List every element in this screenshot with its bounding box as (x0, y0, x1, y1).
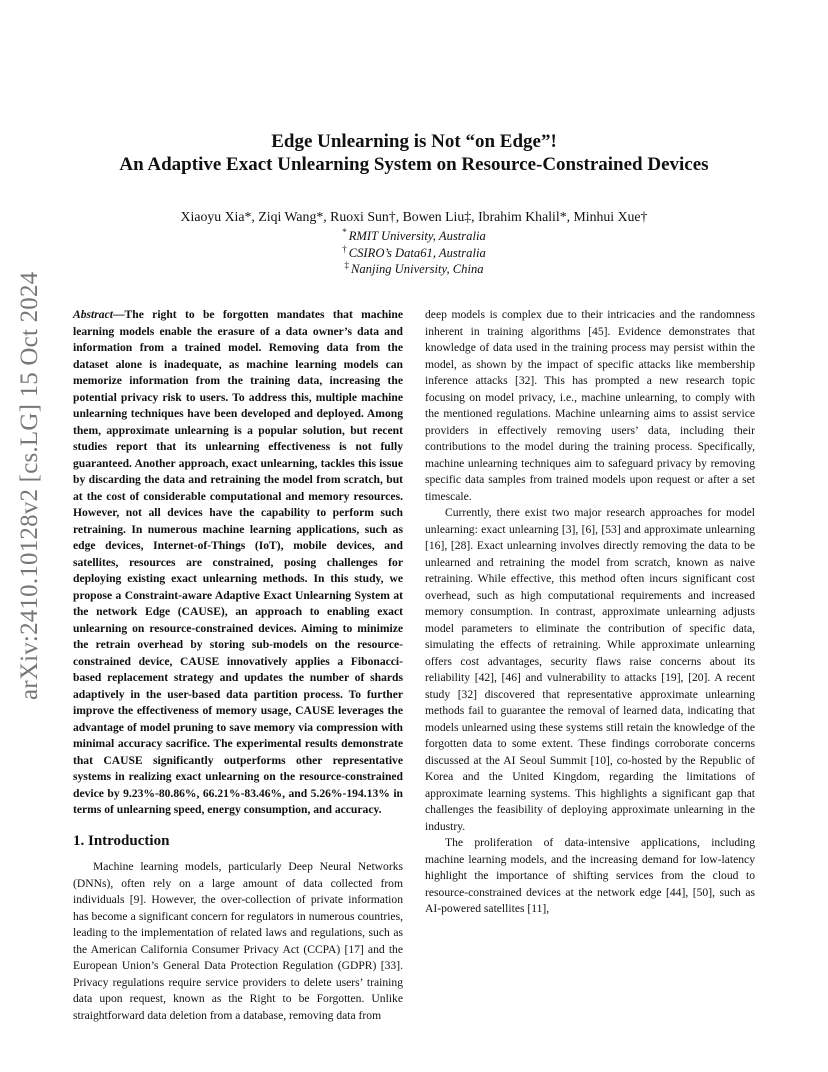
author-list: Xiaoyu Xia*, Ziqi Wang*, Ruoxi Sun†, Bowen Liu‡, Ibrahim Khalil*, Minhui Xue† (180, 209, 648, 224)
affiliation-name: RMIT University, Australia (348, 229, 486, 243)
affiliation-3 (0, 261, 828, 277)
affiliation-mark: ‡ (344, 260, 349, 270)
intro-paragraph-3: The proliferation of data-intensive applications, including machine learning models, and the increasing demand for low-latency highlight the importance of shifting services from the cloud to resource-constrained devices at the network edge [44], [50], such as AI-powered satellites [11], (425, 836, 755, 915)
section-heading-introduction: 1. Introduction (73, 832, 170, 849)
affiliation-mark: * (342, 227, 347, 237)
intro-paragraph-2: Currently, there exist two major research approaches for model unlearning: exact unlearning [3], [6], [53] and approximate unlearning [16], [28]. Exact unlearning involves directly removing the data to be unlearned and retraining the model from scratch, known as naive retraining. While effective, this method often incurs significant cost overhead, such as high computational requirements and increased memory consumption. In contrast, approximate unlearning adjusts model parameters to eliminate the contribution of specific data, simulating the effects of retraining. While approximate unlearning offers cost advantages, security flaws raise concerns about its reliability [42], [46] and vulnerability to attacks [19], [20]. A recent study [32] discovered that representative approximate unlearning methods fail to guarantee the removal of learned data, indicating that models unlearned using these systems still retain the knowledge of the forgotten data to some extent. These findings corroborate concerns discussed at the AI Seoul Summit [10], co-hosted by the Republic of Korea and the United Kingdom, regarding the limitations of approximate learning systems. This highlights a significant gap that challenges the feasibility of deploying approximate unlearning in the industry. (425, 506, 755, 833)
paper-title-line-2: An Adaptive Exact Unlearning System on Resource-Constrained Devices (119, 154, 709, 175)
affiliation-mark: † (342, 244, 347, 254)
intro-paragraph-1: Machine learning models, particularly Deep Neural Networks (DNNs), often rely on a large amount of data collected from individuals [9]. However, the over-collection of private information has become a significant concern for regulators in numerous countries, leading to the implementation of related laws and regulations, such as the American California Consumer Privacy Act (CCPA) [17] and the European Union’s General Data Protection Regulation (GDPR) [33]. Privacy regulations require service providers to delete users’ training data upon request, known as the Right to be Forgotten. Unlike straightforward data deletion from a database, removing data from (73, 860, 403, 1022)
affiliation-name: CSIRO’s Data61, Australia (348, 246, 486, 260)
left-column (73, 307, 403, 1024)
affiliation-name: Nanjing University, China (350, 262, 484, 276)
right-column (425, 307, 755, 918)
abstract-text: —The right to be forgotten mandates that machine learning models enable the erasure of a data owner’s data and information from a trained model. Removing data from the dataset alone is inadequate, as machine learning models can memorize information from the training data, increasing the potential privacy risk to users. To address this, multiple machine unlearning techniques have been developed and deployed. Among them, approximate unlearning is a popular solution, but recent studies report that its unlearning effectiveness is not fully guaranteed. Another approach, exact unlearning, tackles this issue by discarding the data and retraining the model from scratch, but at the cost of considerable computational and memory resources. However, not all devices have the capability to perform such retraining. In numerous machine learning applications, such as edge devices, Internet-of-Things (IoT), mobile devices, and satellites, resources are constrained, posing challenges for deploying existing exact unlearning methods. In this study, we propose a Constraint-aware Adaptive Exact Unlearning System at the network Edge (CAUSE), an approach to enabling exact unlearning on resource-constrained devices. Aiming to minimize the retrain overhead by storing sub-models on the resource-constrained device, CAUSE innovatively applies a Fibonacci-based replacement strategy and updates the number of shards adaptively in the user-based data partition process. To further improve the effectiveness of memory usage, CAUSE leverages the advantage of model pruning to save memory via compression with minimal accuracy sacrifice. The experimental results demonstrate that CAUSE significantly outperforms other representative systems in realizing exact unlearning on the resource-constrained device by 9.23%-80.86%, 66.21%-83.46%, and 5.26%-194.13% in terms of unlearning speed, energy consumption, and accuracy. (73, 308, 403, 816)
affiliation-2 (0, 245, 828, 261)
affiliation-1 (0, 228, 828, 244)
arxiv-identifier: arXiv:2410.10128v2 [cs.LG] 15 Oct 2024 (16, 271, 43, 700)
intro-paragraph-1-continued: deep models is complex due to their intricacies and the randomness inherent in training algorithms [45]. Evidence demonstrates that knowledge of data used in the training process may persist within the model, as shown by the impact of specific attacks like membership inference attacks [32]. This has prompted a new research topic focusing on model privacy, i.e., machine unlearning, to comply with the mentioned regulations. Machine unlearning aims to assist service providers in effectively removing users’ data, including their contributions to the model during the training process. Specifically, machine unlearning techniques aim to safeguard privacy by removing specific data samples from trained models upon request or after a set timescale. (425, 308, 755, 503)
abstract-label: Abstract (73, 308, 113, 321)
paper-title-line-1: Edge Unlearning is Not “on Edge”! (271, 131, 557, 152)
abstract (73, 307, 403, 819)
